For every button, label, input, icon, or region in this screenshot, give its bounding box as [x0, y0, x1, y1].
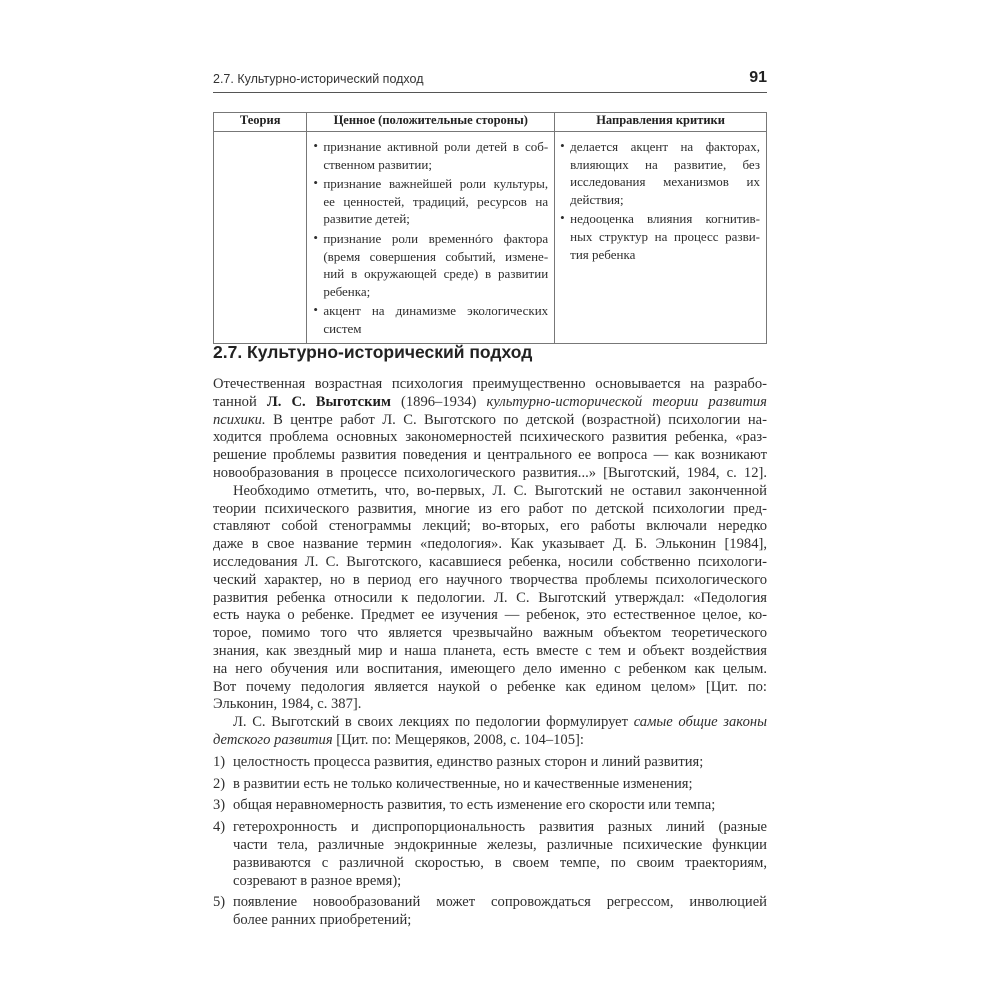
- laws-list: [213, 754, 767, 930]
- bullet-item: [560, 210, 760, 263]
- list-text: [233, 776, 767, 794]
- cell-positives: [307, 132, 555, 344]
- bullet-icon: •: [560, 210, 565, 226]
- list-item: [213, 776, 767, 794]
- text-line: [213, 607, 767, 625]
- cell-line: развитие детей;: [323, 211, 410, 227]
- text-line: созревают в разное время);: [233, 872, 402, 889]
- section-heading: 2.7. Культурно-исторический подход: [213, 342, 533, 362]
- list-number: 1): [213, 753, 226, 770]
- text-line: [213, 661, 767, 679]
- cell-line: (время совершения событий, измене-: [323, 248, 549, 264]
- cell-line: исследования механизмов их: [570, 174, 760, 190]
- header-theory: Теория: [214, 113, 307, 132]
- bullet-text: [570, 210, 760, 263]
- cell-line: ний в окружающей среде) в развитии: [323, 266, 549, 282]
- cell-line: систем: [323, 320, 362, 336]
- text-line: более ранних приобретений;: [233, 912, 412, 929]
- text-line: [213, 696, 767, 714]
- text-span: знания, как звездный мир и наша планета, есть вместе с тем и объект воздействия: [213, 642, 767, 659]
- list-number: 3): [213, 797, 226, 814]
- cell-line: влияющих на развитие, без: [570, 156, 760, 172]
- italic-text: детского развития: [213, 731, 333, 748]
- text-span: решение проблемы развития поведения и центрального ее вопроса — как возникают: [213, 447, 767, 464]
- bullet-icon: •: [313, 229, 318, 245]
- bullet-text: [323, 230, 548, 300]
- text-span: ческий характер, но в период его научного творчества проблемы психологического: [213, 571, 767, 588]
- text-span: танной: [213, 393, 267, 410]
- cell-line: признание роли временнóго фактора: [323, 230, 549, 246]
- italic-text: культурно-исторической теории развития: [486, 393, 767, 410]
- list-number: 2): [213, 775, 226, 792]
- cell-line: ственном развитии;: [323, 156, 432, 172]
- text-line: в развитии есть не только количественные, но и качественные изменения;: [233, 775, 693, 792]
- bullet-item: [313, 230, 548, 300]
- italic-text: психики.: [213, 411, 266, 428]
- list-number: 5): [213, 894, 226, 911]
- text-span: Отечественная возрастная психология преимущественно основывается на разрабо-: [213, 376, 767, 392]
- text-span: (1896–1934): [390, 393, 487, 410]
- bullet-text: [323, 138, 548, 173]
- text-span: Эльконин, 1984, с. 387].: [213, 696, 362, 713]
- text-line: [213, 394, 767, 412]
- text-span: Необходимо отметить, что, во-первых, Л. С. Выготский не оставил законченной: [233, 482, 767, 499]
- text-span: теории психического развития, многие из его работ по детской психологии пред-: [213, 500, 767, 517]
- cell-line: акцент на динамизме экологических: [323, 303, 549, 319]
- running-title: 2.7. Культурно-исторический подход: [213, 72, 424, 86]
- cell-line: признание активной роли детей в соб-: [323, 139, 549, 154]
- bullet-item: [313, 138, 548, 173]
- header-positives: Ценное (положительные стороны): [307, 113, 555, 132]
- bullet-item: [560, 138, 760, 208]
- paragraph: [213, 714, 767, 750]
- text-line: целостность процесса развития, единство разных сторон и линий развития;: [233, 753, 704, 770]
- cell-line: ных структур на процесс разви-: [570, 228, 760, 244]
- list-item: [213, 819, 767, 890]
- cell-line: ребенка;: [323, 283, 371, 299]
- text-span: В центре работ Л. С. Выготского по детской (возрастной) психологии на-: [265, 411, 767, 428]
- cell-criticism: [555, 132, 767, 344]
- text-line: [213, 483, 767, 501]
- text-line: части тела, различные эндокринные железы, различные психические функции: [233, 836, 767, 853]
- header-criticism: Направления критики: [555, 113, 767, 132]
- bullet-icon: •: [313, 175, 318, 191]
- text-span: исследования Л. С. Выготского, касавшиеся ребенка, носили собственно психологи-: [213, 553, 767, 570]
- bullet-item: [313, 302, 548, 337]
- list-text: [233, 754, 767, 772]
- list-item: [213, 754, 767, 772]
- text-line: появление новообразований может сопровождаться регрессом, инволюцией: [233, 894, 767, 911]
- cell-line: делается акцент на факторах,: [570, 139, 760, 154]
- text-line: [213, 643, 767, 661]
- text-line: [213, 554, 767, 572]
- bullet-icon: •: [313, 138, 318, 153]
- bullet-text: [323, 175, 548, 228]
- text-line: [213, 732, 767, 750]
- list-number: 4): [213, 819, 226, 836]
- cell-line: недооценка влияния когнитив-: [570, 211, 760, 227]
- body-text: [213, 376, 767, 930]
- paragraph: [213, 483, 767, 714]
- text-line: [213, 714, 767, 732]
- text-line: [213, 429, 767, 447]
- bold-text: Л. С. Выготским: [266, 393, 391, 410]
- text-span: даже в свое название термин «педология». Как указывает Д. Б. Эльконин [1984],: [213, 536, 767, 553]
- text-span: [Цит. по: Мещеряков, 2008, с. 104–105]:: [332, 731, 584, 748]
- text-line: [213, 465, 767, 483]
- text-line: [213, 625, 767, 643]
- bullet-icon: •: [313, 302, 318, 318]
- bullet-text: [323, 302, 548, 337]
- bullet-icon: •: [560, 138, 565, 153]
- list-item: [213, 894, 767, 930]
- running-header: [213, 70, 767, 93]
- text-line: [213, 572, 767, 590]
- theory-table: [213, 112, 767, 344]
- list-text: [233, 819, 767, 890]
- text-line: [213, 518, 767, 536]
- text-span: Вот почему педология является наукой о ребенке как едином целом» [Цит. по:: [213, 678, 767, 695]
- text-span: новообразования в процессе психологического развития...» [Выготский, 1984, с. 12].: [213, 464, 767, 481]
- text-span: торое, помимо того что является чрезвычайно важным объектом теоретического: [213, 625, 767, 642]
- list-item: [213, 797, 767, 815]
- table-header-row: [214, 113, 767, 132]
- text-line: [213, 501, 767, 519]
- text-span: ставляют собой стенограммы лекций; во-вторых, его работы включали нередко: [213, 518, 767, 535]
- text-span: ходится проблема основных закономерностей психического развития ребенка, «раз-: [213, 429, 767, 446]
- text-span: Л. С. Выготский в своих лекциях по педологии формулирует: [233, 714, 634, 731]
- table-row: [214, 132, 767, 344]
- list-text: [233, 894, 767, 930]
- cell-line: признание важнейшей роли культуры,: [323, 176, 549, 192]
- text-line: общая неравномерность развития, то есть изменение его скорости или темпа;: [233, 797, 716, 814]
- text-line: [213, 412, 767, 430]
- page-number: 91: [749, 69, 767, 86]
- text-line: [213, 536, 767, 554]
- text-span: на него обучения или воспитания, имеющего дело именно с ребенком как целым.: [213, 660, 767, 677]
- text-span: есть наука о ребенке. Предмет ее изучения — ребенок, это естественное целое, ко-: [213, 607, 767, 624]
- text-line: [213, 447, 767, 465]
- list-text: [233, 797, 767, 815]
- paragraph: [213, 376, 767, 483]
- bullet-text: [570, 138, 760, 208]
- cell-theory: [214, 132, 307, 344]
- text-line: развиваются с различной скоростью, в своем темпе, по своим траекториям,: [233, 854, 767, 871]
- text-line: [213, 590, 767, 608]
- text-line: гетерохронность и диспропорциональность развития разных линий (разные: [233, 819, 767, 836]
- cell-line: тия ребенка: [570, 246, 636, 262]
- bullet-item: [313, 175, 548, 228]
- cell-line: действия;: [570, 191, 624, 207]
- text-line: [213, 376, 767, 394]
- text-line: [213, 679, 767, 697]
- cell-line: ее ценностей, традиций, ресурсов на: [323, 193, 549, 209]
- italic-text: самые общие законы: [633, 714, 767, 731]
- text-span: развития ребенка относили к педологии. Л. С. Выготский утверждал: «Педология: [213, 589, 767, 606]
